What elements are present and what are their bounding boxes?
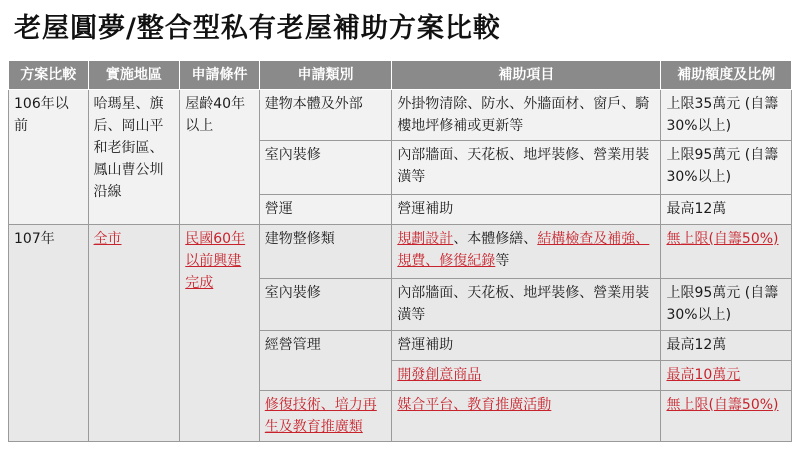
header-category: 申請類別	[259, 61, 392, 90]
item-part: 結構檢查及補強、規費、修復紀錄	[397, 231, 650, 269]
category-cell: 室內裝修	[259, 141, 392, 195]
amount-cell: 最高12萬	[661, 195, 792, 225]
item-part: 、本體修繕、	[453, 231, 538, 247]
amount-cell: 上限35萬元 (自籌30%以上)	[661, 90, 792, 141]
item-cell: 內部牆面、天花板、地坪裝修、營業用裝潢等	[392, 141, 661, 195]
year-cell: 106年以前	[9, 90, 89, 225]
item-cell	[392, 391, 661, 442]
category-cell: 經營管理	[259, 331, 392, 391]
area-cell: 哈瑪星、旗后、岡山平和老街區、鳳山曹公圳沿線	[88, 90, 180, 225]
item-cell: 營運補助	[392, 195, 661, 225]
item-part: 等	[495, 253, 510, 269]
item-text: 開發創意商品	[397, 367, 482, 383]
condition-cell	[180, 225, 260, 442]
header-area: 實施地區	[88, 61, 180, 90]
comparison-table	[8, 60, 792, 442]
category-cell: 建物本體及外部	[259, 90, 392, 141]
item-cell: 外掛物清除、防水、外牆面材、窗戶、騎樓地坪修補或更新等	[392, 90, 661, 141]
amount-cell	[661, 225, 792, 279]
year-cell: 107年	[9, 225, 89, 442]
table-header-row	[9, 61, 792, 90]
page-title: 老屋圓夢/整合型私有老屋補助方案比較	[14, 13, 501, 44]
category-cell: 室內裝修	[259, 279, 392, 331]
header-condition: 申請條件	[180, 61, 260, 90]
amount-cell	[661, 361, 792, 391]
table-row	[9, 225, 792, 279]
amount-text: 最高10萬元	[666, 367, 741, 383]
area-text: 全市	[93, 231, 122, 247]
table-row	[9, 90, 792, 141]
header-plan: 方案比較	[9, 61, 89, 90]
amount-text: 無上限(自籌50%)	[666, 397, 779, 413]
condition-cell: 屋齡40年以上	[180, 90, 260, 225]
header-amount: 補助額度及比例	[661, 61, 792, 90]
amount-cell: 上限95萬元 (自籌30%以上)	[661, 141, 792, 195]
item-text: 媒合平台、教育推廣活動	[397, 397, 552, 413]
area-cell	[88, 225, 180, 442]
header-item: 補助項目	[392, 61, 661, 90]
category-cell: 營運	[259, 195, 392, 225]
item-part: 規劃設計	[397, 231, 454, 247]
category-cell: 建物整修類	[259, 225, 392, 279]
amount-cell: 上限95萬元 (自籌30%以上)	[661, 279, 792, 331]
category-text: 修復技術、培力再生及教育推廣類	[264, 397, 377, 435]
amount-cell	[661, 391, 792, 442]
category-cell	[259, 391, 392, 442]
item-cell	[392, 361, 661, 391]
item-cell: 內部牆面、天花板、地坪裝修、營業用裝潢等	[392, 279, 661, 331]
amount-cell: 最高12萬	[661, 331, 792, 361]
amount-text: 無上限(自籌50%)	[666, 231, 779, 247]
condition-text: 民國60年以前興建完成	[185, 231, 246, 291]
item-cell	[392, 225, 661, 279]
item-cell: 營運補助	[392, 331, 661, 361]
